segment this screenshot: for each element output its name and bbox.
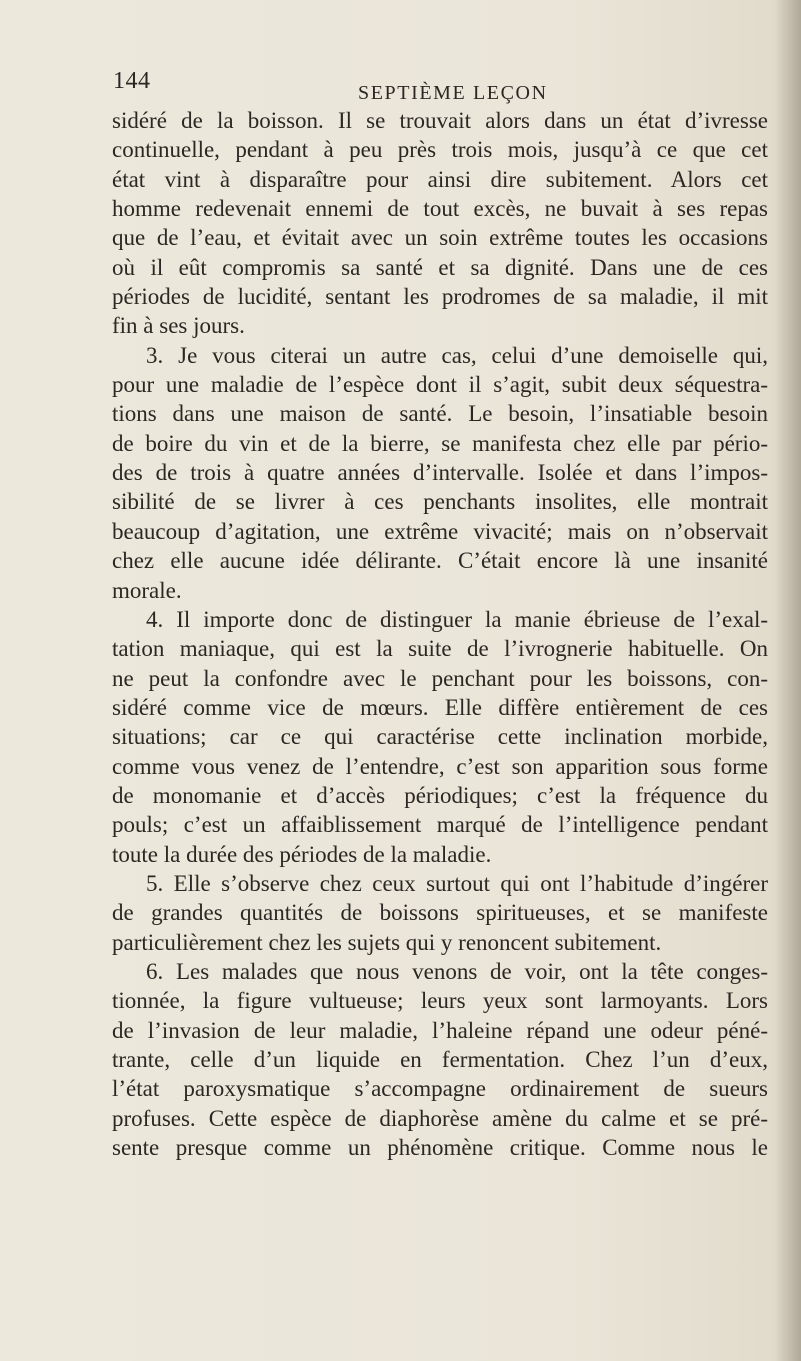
text-line: 4. Il importe donc de distinguer la manie ébrieuse de l’exal-: [146, 606, 768, 632]
text-line: où il eût compromis sa santé et sa dignité. Dans une de ces: [112, 254, 768, 280]
text-line: périodes de lucidité, sentant les prodromes de sa maladie, il mit: [112, 284, 768, 310]
text-line: ne peut la confondre avec le penchant pour les boissons, con-: [112, 665, 768, 691]
text-line: pour une maladie de l’espèce dont il s’agit, subit deux séquestra-: [112, 372, 768, 398]
text-line: profuses. Cette espèce de diaphorèse amène du calme et se pré-: [112, 1105, 768, 1131]
page-edge-shadow: [775, 0, 801, 1361]
text-line: 6. Les malades que nous venons de voir, ont la tête conges-: [146, 958, 768, 984]
text-line: l’état paroxysmatique s’accompagne ordinairement de sueurs: [112, 1076, 768, 1102]
text-line: tions dans une maison de santé. Le besoin, l’insatiable besoin: [112, 401, 768, 427]
text-line: situations; car ce qui caractérise cette inclination morbide,: [112, 724, 768, 750]
text-line: de boire du vin et de la bierre, se manifesta chez elle par pério-: [112, 430, 768, 456]
running-title: SEPTIÈME LEÇON: [358, 82, 548, 104]
text-line: tionnée, la figure vultueuse; leurs yeux sont larmoyants. Lors: [112, 988, 768, 1014]
text-line: des de trois à quatre années d’intervalle. Isolée et dans l’impos-: [112, 460, 768, 486]
text-line: particulièrement chez les sujets qui y renoncent subitement.: [112, 929, 662, 955]
text-line: 3. Je vous citerai un autre cas, celui d’une demoiselle qui,: [146, 342, 768, 368]
text-line: de monomanie et d’accès périodiques; c’est la fréquence du: [112, 782, 768, 808]
text-line: tation maniaque, qui est la suite de l’ivrognerie habituelle. On: [112, 636, 768, 662]
text-line: sente presque comme un phénomène critique. Comme nous le: [112, 1135, 768, 1161]
text-line: fin à ses jours.: [112, 313, 245, 339]
text-line: chez elle aucune idée délirante. C’était encore là une insanité: [112, 548, 768, 574]
text-line: continuelle, pendant à peu près trois mois, jusqu’à ce que cet: [112, 137, 768, 163]
text-line: beaucoup d’agitation, une extrême vivacité; mais on n’observait: [112, 518, 768, 544]
text-line: de l’invasion de leur maladie, l’haleine répand une odeur péné-: [112, 1017, 768, 1043]
text-line: trante, celle d’un liquide en fermentation. Chez l’un d’eux,: [112, 1047, 768, 1072]
page-number: 144: [113, 68, 151, 94]
text-line: sidéré de la boisson. Il se trouvait alors dans un état d’ivresse: [112, 108, 768, 133]
text-line: homme redevenait ennemi de tout excès, ne buvait à ses repas: [112, 196, 768, 222]
body-text: [112, 106, 768, 1162]
text-line: pouls; c’est un affaiblissement marqué de l’intelligence pendant: [112, 812, 768, 838]
text-line: morale.: [112, 577, 182, 603]
text-line: que de l’eau, et évitait avec un soin extrême toutes les occasions: [112, 225, 768, 251]
text-line: état vint à disparaître pour ainsi dire subitement. Alors cet: [112, 166, 768, 192]
text-line: toute la durée des périodes de la maladie.: [112, 841, 492, 867]
text-line: comme vous venez de l’entendre, c’est son apparition sous forme: [112, 753, 768, 779]
text-line: sidéré comme vice de mœurs. Elle diffère entièrement de ces: [112, 694, 768, 720]
text-line: 5. Elle s’observe chez ceux surtout qui ont l’habitude d’ingérer: [146, 870, 768, 896]
text-line: de grandes quantités de boissons spiritueuses, et se manifeste: [112, 900, 768, 926]
text-line: sibilité de se livrer à ces penchants insolites, elle montrait: [112, 489, 768, 515]
